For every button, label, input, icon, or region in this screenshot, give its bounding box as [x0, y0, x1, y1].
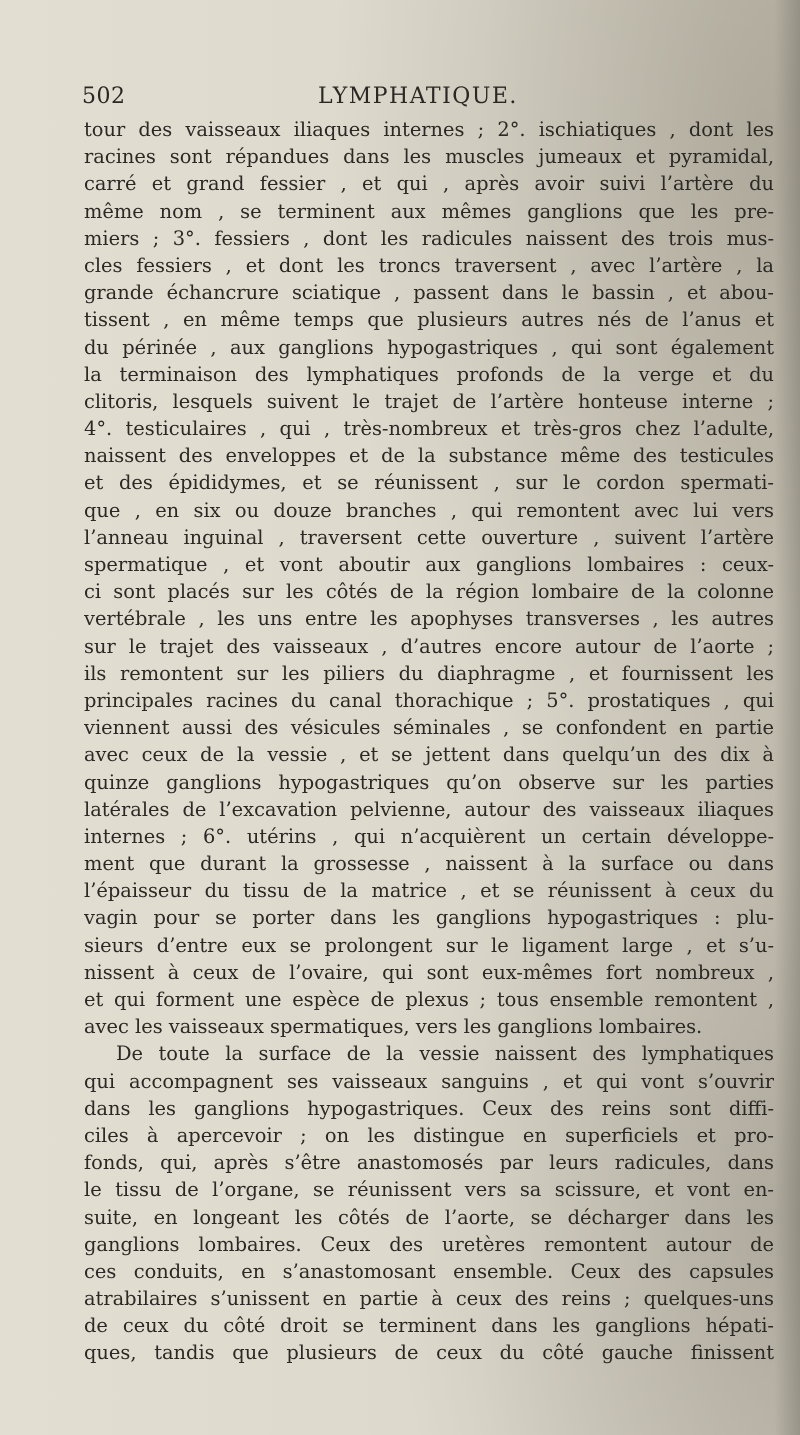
- text-line: la terminaison des lymphatiques profonds de la verge et du: [84, 362, 774, 386]
- text-line: miers ; 3°. fessiers , dont les radicules naissent des trois mus-: [84, 226, 774, 250]
- text-line: qui accompagnent ses vaisseaux sanguins , et qui vont s’ouvrir: [84, 1069, 774, 1093]
- text-line: même nom , se terminent aux mêmes ganglions que les pre-: [84, 199, 774, 223]
- text-line: grande échancrure sciatique , passent dans le bassin , et abou-: [84, 281, 774, 305]
- text-line: de ceux du côté droit se terminent dans les ganglions hépati-: [84, 1314, 774, 1338]
- text-line: ci sont placés sur les côtés de la région lombaire de la colonne: [84, 580, 774, 604]
- running-title: LYMPHATIQUE.: [318, 84, 518, 109]
- text-line: 4°. testiculaires , qui , très-nombreux et très-gros chez l’adulte,: [84, 417, 774, 441]
- text-line: avec ceux de la vessie , et se jettent dans quelqu’un des dix à: [84, 743, 774, 767]
- text-line: le tissu de l’organe, se réunissent vers sa scissure, et vont en-: [84, 1178, 774, 1202]
- text-line: ils remontent sur les piliers du diaphragme , et fournissent les: [84, 661, 774, 685]
- page-number: 502: [82, 84, 126, 109]
- text-line: racines sont répandues dans les muscles jumeaux et pyramidal,: [84, 145, 774, 169]
- text-line: tour des vaisseaux iliaques internes ; 2°. ischiatiques , dont les: [84, 118, 774, 141]
- text-line: vertébrale , les uns entre les apophyses transverses , les autres: [84, 607, 774, 631]
- text-line: clitoris, lesquels suivent le trajet de l’artère honteuse interne ;: [84, 389, 774, 413]
- text-line: l’anneau inguinal , traversent cette ouverture , suivent l’artère: [84, 525, 774, 549]
- text-line: spermatique , et vont aboutir aux ganglions lombaires : ceux-: [84, 553, 774, 576]
- text-line: tissent , en même temps que plusieurs autres nés de l’anus et: [84, 308, 774, 332]
- text-line: ces conduits, en s’anastomosant ensemble. Ceux des capsules: [84, 1259, 774, 1283]
- text-line: De toute la surface de la vessie naissent des lymphatiques: [116, 1042, 774, 1066]
- text-line: dans les ganglions hypogastriques. Ceux des reins sont diffi-: [84, 1096, 774, 1120]
- text-line: naissent des enveloppes et de la substance même des testicules: [84, 444, 774, 468]
- text-line: nissent à ceux de l’ovaire, qui sont eux-mêmes fort nombreux ,: [84, 960, 774, 984]
- page-edge-shadow: [774, 0, 800, 1435]
- text-line: latérales de l’excavation pelvienne, autour des vaisseaux iliaques: [84, 797, 774, 821]
- text-line: quinze ganglions hypogastriques qu’on observe sur les parties: [84, 770, 774, 794]
- text-line: vagin pour se porter dans les ganglions hypogastriques : plu-: [84, 906, 774, 930]
- text-line: cles fessiers , et dont les troncs traversent , avec l’artère , la: [84, 253, 774, 277]
- text-line: sieurs d’entre eux se prolongent sur le ligament large , et s’u-: [84, 933, 774, 957]
- text-line: l’épaisseur du tissu de la matrice , et se réunissent à ceux du: [84, 879, 774, 903]
- text-line: atrabilaires s’unissent en partie à ceux des reins ; quelques-uns: [84, 1287, 774, 1311]
- text-line: et des épididymes, et se réunissent , sur le cordon spermati-: [84, 471, 774, 495]
- text-line: sur le trajet des vaisseaux , d’autres encore autour de l’aorte ;: [84, 634, 774, 658]
- text-line: fonds, qui, après s’être anastomosés par leurs radicules, dans: [84, 1151, 774, 1175]
- text-line: et qui forment une espèce de plexus ; tous ensemble remontent ,: [84, 988, 774, 1011]
- text-line: ques, tandis que plusieurs de ceux du côté gauche finissent: [84, 1341, 774, 1365]
- body-text: [84, 116, 774, 1367]
- text-line: suite, en longeant les côtés de l’aorte, se décharger dans les: [84, 1205, 774, 1229]
- text-line: principales racines du canal thorachique ; 5°. prostatiques , qui: [84, 688, 774, 712]
- text-line: du périnée , aux ganglions hypogastriques , qui sont également: [84, 335, 774, 359]
- text-line: que , en six ou douze branches , qui remontent avec lui vers: [84, 498, 774, 522]
- text-line: internes ; 6°. utérins , qui n’acquièrent un certain développe-: [84, 824, 774, 848]
- text-line: ment que durant la grossesse , naissent à la surface ou dans: [84, 852, 774, 876]
- page-header: [82, 84, 742, 118]
- text-line: ganglions lombaires. Ceux des uretères remontent autour de: [84, 1232, 774, 1256]
- text-line: carré et grand fessier , et qui , après avoir suivi l’artère du: [84, 172, 774, 196]
- text-line: viennent aussi des vésicules séminales , se confondent en partie: [84, 716, 774, 740]
- text-line: avec les vaisseaux spermatiques, vers les ganglions lombaires.: [84, 1015, 703, 1039]
- text-line: ciles à apercevoir ; on les distingue en superficiels et pro-: [84, 1123, 774, 1147]
